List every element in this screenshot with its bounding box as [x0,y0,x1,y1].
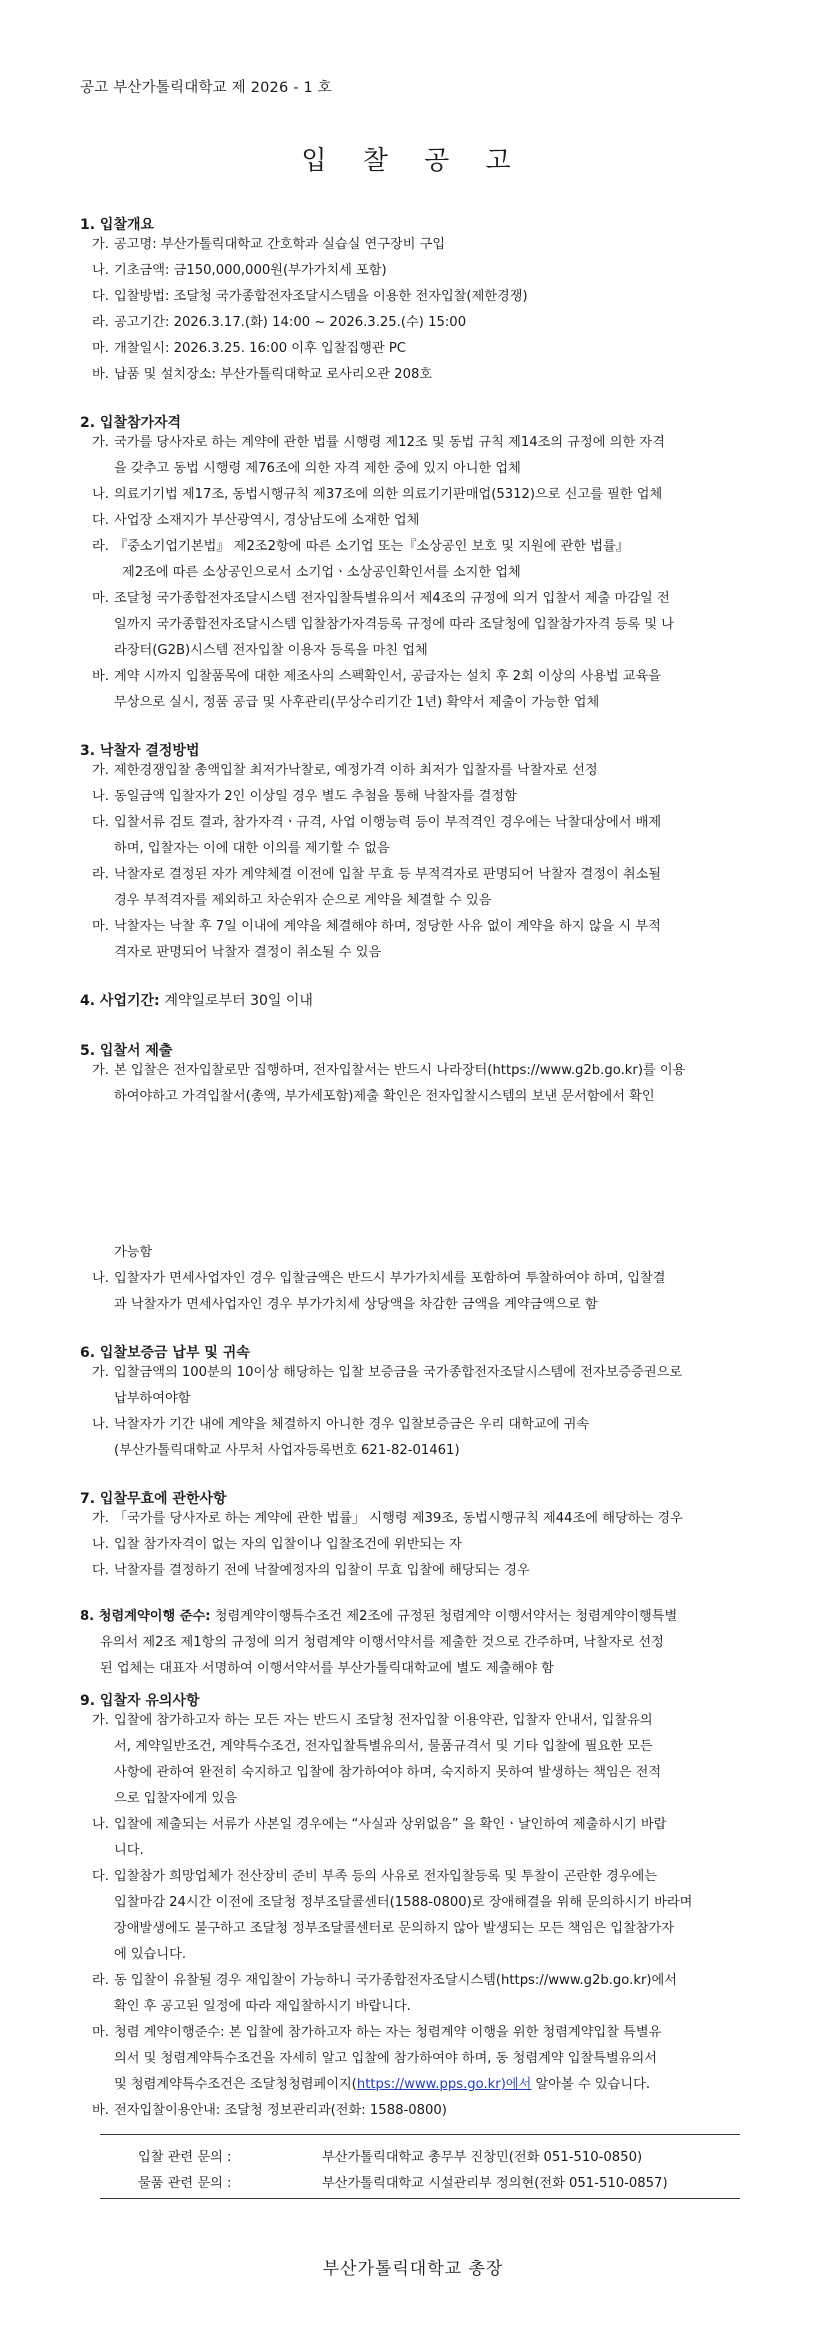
section-9-item-d: 라. 동 입찰이 유찰될 경우 재입찰이 가능하니 국가종합전자조달시스템(https://www.g2b.go.kr)에서 확인 후 공고된 일정에 따라 재입찰하시기 바랍니다. [92,1973,678,2014]
section-5-heading: 5. 입찰서 제출 [80,1043,173,1059]
section-5-item-a: 가. 본 입찰은 전자입찰로만 집행하며, 전자입찰서는 반드시 나라장터(https://www.g2b.go.kr)를 이용 하여야하고 가격입찰서(총액, 부가세포함)제출 확인은 전자입찰시스템의 보낸 문서함에서 확인 [92,1063,686,1104]
contact-bid-value: 부산가톨릭대학교 총무부 진창민(전화 051-510-0850) [322,2150,643,2165]
section-9-item-f: 바. 전자입찰이용안내: 조달청 정보관리과(전화: 1588-0800) [92,2103,447,2118]
document-title: 입 찰 공 고 [301,146,525,176]
section-7-heading: 7. 입찰무효에 관한사항 [80,1491,227,1507]
section-7-item-a: 가. 「국가를 당사자로 하는 계약에 관한 법률」 시행령 제39조, 동법시행규칙 제44조에 해당하는 경우 [92,1511,683,1526]
section-9-heading: 9. 입찰자 유의사항 [80,1693,200,1709]
section-9-item-a: 가. 입찰에 참가하고자 하는 모든 자는 반드시 조달청 전자입찰 이용약관, 입찰자 안내서, 입찰유의 서, 계약일반조건, 계약특수조건, 전자입찰특별유의서, 물품규격서 및 기타 입찰에 필요한 모든 사항에 관하여 완전히 숙지하고 입찰에 참가하여야 하며, 숙지하지 못하여 발생하는 책임은 전적 으로 입찰자에게 있음 [92,1713,662,1806]
section-6-item-a: 가. 입찰금액의 100분의 10이상 해당하는 입찰 보증금을 국가종합전자조달시스템에 전자보증증권으로 납부하여야함 [92,1365,683,1406]
section-2-heading: 2. 입찰참가자격 [80,415,182,431]
contact-top-divider [100,2134,740,2135]
section-5-item-a-continuation: 가능함 [114,1245,153,1260]
section-6-heading: 6. 입찰보증금 납부 및 귀속 [80,1345,250,1361]
section-1-item-d: 라. 공고기간: 2026.3.17.(화) 14:00 ~ 2026.3.25.(수) 15:00 [92,315,467,330]
section-1-item-c: 다. 입찰방법: 조달청 국가종합전자조달시스템을 이용한 전자입찰(제한경쟁) [92,289,528,304]
section-8-heading: 8. 청렴계약이행 준수: [80,1609,211,1624]
section-3-item-e: 마. 낙찰자는 낙찰 후 7일 이내에 계약을 체결해야 하며, 정당한 사유 없이 계약을 하지 않을 시 부적 격자로 판명되어 낙찰자 결정이 취소될 수 있음 [92,919,661,960]
section-2-item-e: 마. 조달청 국가종합전자조달시스템 전자입찰특별유의서 제4조의 규정에 의거 입찰서 제출 마감일 전 일까지 국가종합전자조달시스템 입찰참가자격등록 규정에 따라 조달청에 입찰참가자격 등록 및 나 라장터(G2B)시스템 전자입찰 이용자 등록을 마친 업체 [92,591,675,658]
section-8-integrity: 8. 청렴계약이행 준수: 청렴계약이행특수조건 제2조에 규정된 청렴계약 이행서약서는 청렴계약이행특별 유의서 제2조 제1항의 규정에 의거 청렴계약 이행서약서를 제출한 것으로 간주하며, 낙찰자로 선정 된 업체는 대표자 서명하여 이행서약서를 부산가톨릭대학교에 별도 제출해야 함 [80,1609,678,1676]
contact-goods-label: 물품 관련 문의 : [138,2176,232,2191]
section-9-item-c: 다. 입찰참가 희망업체가 전산장비 준비 부족 등의 사유로 전자입찰등록 및 투찰이 곤란한 경우에는 입찰마감 24시간 이전에 조달청 정부조달콜센터(1588-0800)로 장애해결을 위해 문의하시기 바라며 장애발생에도 불구하고 조달청 정부조달콜센터로 문의하지 않아 발생되는 모든 책임은 입찰참가자 에 있습니다. [92,1869,693,1962]
section-1-item-f: 바. 납품 및 설치장소: 부산가톨릭대학교 로사리오관 208호 [92,367,433,382]
pps-link[interactable]: https://www.pps.go.kr)에서 [356,2077,532,2092]
contact-goods-value: 부산가톨릭대학교 시설관리부 정의현(전화 051-510-0857) [322,2176,668,2191]
section-3-item-a: 가. 제한경쟁입찰 총액입찰 최저가낙찰로, 예정가격 이하 최저가 입찰자를 낙찰자로 선정 [92,763,598,778]
section-2-item-b: 나. 의료기기법 제17조, 동법시행규칙 제37조에 의한 의료기기판매업(5312)으로 신고를 필한 업체 [92,487,663,502]
section-2-item-c: 다. 사업장 소재지가 부산광역시, 경상남도에 소재한 업체 [92,513,420,528]
contact-bottom-divider [100,2198,740,2199]
section-7-item-c: 다. 낙찰자를 결정하기 전에 낙찰예정자의 입찰이 무효 입찰에 해당되는 경우 [92,1563,530,1578]
section-5-item-b: 나. 입찰자가 면세사업자인 경우 입찰금액은 반드시 부가가치세를 포함하여 투찰하여야 하며, 입찰결 과 낙찰자가 면세사업자인 경우 부가가치세 상당액을 차감한 금액을 계약금액으로 함 [92,1271,666,1312]
section-2-item-f: 바. 계약 시까지 입찰품목에 대한 제조사의 스펙확인서, 공급자는 설치 후 2회 이상의 사용법 교육을 무상으로 실시, 정품 공급 및 사후관리(무상수리기간 1년) 확약서 제출이 가능한 업체 [92,669,661,710]
section-4-heading: 4. 사업기간: 계약일로부터 30일 이내 [80,993,313,1009]
section-6-item-b: 나. 낙찰자가 기간 내에 계약을 체결하지 아니한 경우 입찰보증금은 우리 대학교에 귀속 (부산가톨릭대학교 사무처 사업자등록번호 621-82-01461) [92,1417,590,1458]
section-3-item-d: 라. 낙찰자로 결정된 자가 계약체결 이전에 입찰 무효 등 부적격자로 판명되어 낙찰자 결정이 취소될 경우 부적격자를 제외하고 차순위자 순으로 계약을 체결할 수 있음 [92,867,662,908]
section-1-item-a: 가. 공고명: 부산가톨릭대학교 간호학과 실습실 연구장비 구입 [92,237,446,252]
section-3-heading: 3. 낙찰자 결정방법 [80,743,200,759]
section-1-item-e: 마. 개찰일시: 2026.3.25. 16:00 이후 입찰집행관 PC [92,341,407,356]
section-7-item-b: 나. 입찰 참가자격이 없는 자의 입찰이나 입찰조건에 위반되는 자 [92,1537,462,1552]
section-9-item-e: 마. 청렴 계약이행준수: 본 입찰에 참가하고자 하는 자는 청렴계약 이행을 위한 청렴계약입찰 특별유 의서 및 청렴계약특수조건을 자세히 알고 입찰에 참가하여야 하며, 동 청렴계약 입찰특별유의서 및 청렴계약특수조건은 조달청청렴페이지(https://www.pps.go.kr)에서 알아볼 수 있습니다. [92,2025,662,2092]
notice-number: 공고 부산가톨릭대학교 제 2026 - 1 호 [80,80,332,96]
contact-bid-label: 입찰 관련 문의 : [138,2150,232,2165]
section-2-item-d: 라. 『중소기업기본법』 제2조2항에 따른 소기업 또는『소상공인 보호 및 지원에 관한 법률』 제2조에 따른 소상공인으로서 소기업ㆍ소상공인확인서를 소지한 업체 [92,539,629,580]
section-2-item-a: 가. 국가를 당사자로 하는 계약에 관한 법률 시행령 제12조 및 동법 규칙 제14조의 규정에 의한 자격 을 갖추고 동법 시행령 제76조에 의한 자격 제한 중에 있지 아니한 업체 [92,435,665,476]
project-period: 계약일로부터 30일 이내 [164,993,313,1009]
section-1-item-b: 나. 기초금액: 금150,000,000원(부가가치세 포함) [92,263,387,278]
section-9-item-b: 나. 입찰에 제출되는 서류가 사본일 경우에는 “사실과 상위없음” 을 확인ㆍ날인하여 제출하시기 바랍 니다. [92,1817,667,1858]
issuer-signature-line: 부산가톨릭대학교 총장 [322,2259,504,2279]
section-3-item-c: 다. 입찰서류 검토 결과, 참가자격ㆍ규격, 사업 이행능력 등이 부적격인 경우에는 낙찰대상에서 배제 하며, 입찰자는 이에 대한 이의를 제기할 수 없음 [92,815,662,856]
section-1-heading: 1. 입찰개요 [80,217,155,233]
section-3-item-b: 나. 동일금액 입찰자가 2인 이상일 경우 별도 추첨을 통해 낙찰자를 결정함 [92,789,517,804]
